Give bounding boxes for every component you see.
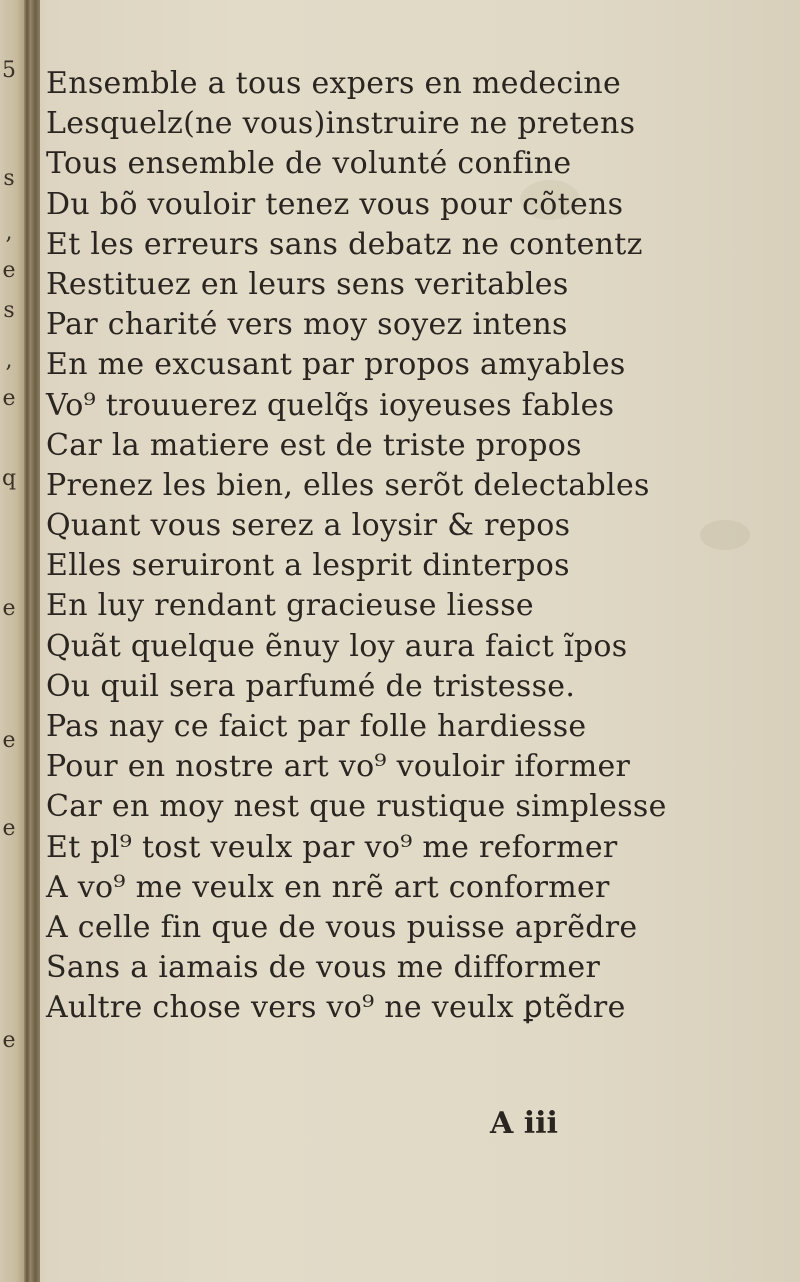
verse-line: En luy rendant gracieuse liesse — [46, 588, 534, 624]
bleed-char: e — [2, 816, 16, 841]
verse-line: Tous ensemble de volunté confine — [46, 146, 572, 182]
signature-mark: A iii — [490, 1106, 558, 1141]
verse-line: Du bõ vouloir tenez vous pour cõtens — [46, 186, 624, 222]
verse-line: En me excusant par propos amyables — [46, 347, 626, 383]
verse-line: Vo⁹ trouuerez quelq̃s ioyeuses fables — [46, 387, 615, 423]
bleed-char: e — [2, 728, 16, 753]
bleed-char: e — [2, 258, 16, 283]
bleed-char: s — [3, 166, 15, 191]
verse-line: Elles seruiront a lesprit dinterpos — [46, 548, 570, 584]
bleed-char: e — [2, 386, 16, 411]
verse-line: A vo⁹ me veulx en nrẽ art conformer — [46, 869, 610, 905]
verse-block — [46, 64, 786, 1029]
verse-line: Sans a iamais de vous me difformer — [46, 950, 601, 986]
binding-crease — [24, 0, 30, 1282]
verse-line: Quãt quelque ẽnuy loy aura faict ĩpos — [46, 628, 628, 664]
verse-line: Ou quil sera parfumé de tristesse. — [46, 668, 576, 704]
binding-gutter — [0, 0, 40, 1282]
verse-line: Ensemble a tous expers en medecine — [46, 66, 622, 101]
verse-line: Car en moy nest que rustique simplesse — [46, 789, 667, 825]
verse-line: Quant vous serez a loysir & repos — [46, 508, 571, 544]
verse-line: Restituez en leurs sens veritables — [46, 266, 569, 302]
verse-line: A celle fin que de vous puisse aprẽdre — [46, 909, 638, 945]
bleed-char: e — [2, 596, 16, 621]
bleed-char: 5 — [2, 58, 16, 83]
verse-line: Pour en nostre art vo⁹ vouloir iformer — [46, 749, 631, 785]
verse-line: Prenez les bien, elles serõt delectables — [46, 467, 650, 503]
verse-line: Aultre chose vers vo⁹ ne veulx ꝑtẽdre — [46, 990, 626, 1026]
verse-line: Pas nay ce faict par folle hardiesse — [46, 709, 587, 744]
bleed-char: e — [2, 1028, 16, 1053]
verse-line: Lesquelz(ne vous)instruire ne pretens — [46, 106, 636, 142]
bleed-char: q — [2, 466, 17, 491]
bleed-char: , — [5, 348, 13, 373]
bleed-char: , — [5, 220, 13, 245]
verse-line: Par charité vers moy soyez intens — [46, 307, 568, 343]
verse-line: Et les erreurs sans debatz ne contentz — [46, 226, 643, 262]
bleed-char: s — [3, 298, 15, 323]
verse-line: Et pl⁹ tost veulx par vo⁹ me reformer — [46, 829, 618, 865]
verse-line: Car la matiere est de triste propos — [46, 427, 582, 463]
